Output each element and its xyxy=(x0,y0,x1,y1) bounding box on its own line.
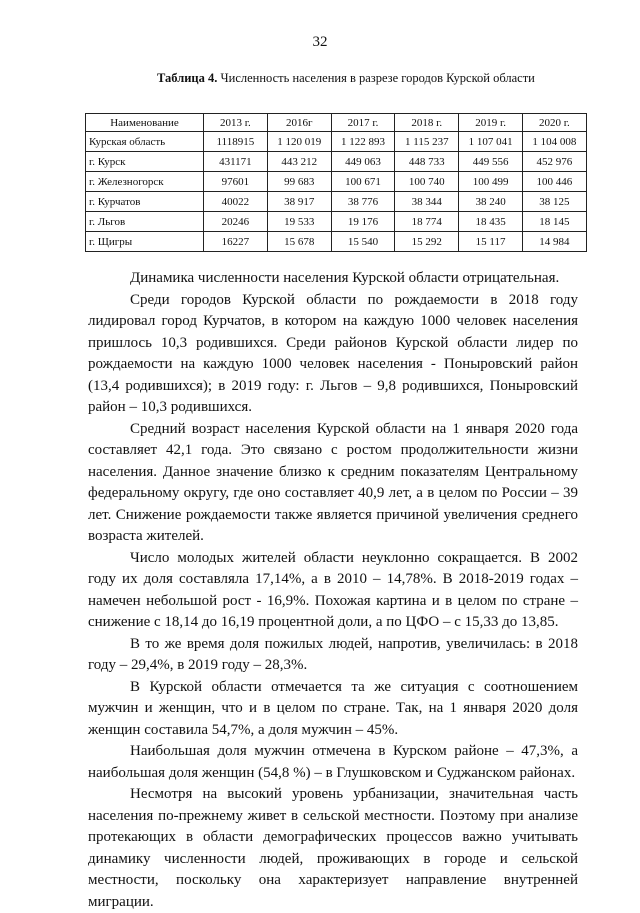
table-cell-value: 100 499 xyxy=(459,172,523,192)
table-cell-name: г. Курск xyxy=(86,152,204,172)
header-2017: 2017 г. xyxy=(331,114,395,132)
table-cell-value: 38 125 xyxy=(522,192,586,212)
paragraph: Динамика численности населения Курской области отрицательная. xyxy=(130,270,560,286)
table-cell-name: г. Железногорск xyxy=(86,172,204,192)
body-text xyxy=(88,268,578,913)
table-cell-value: 15 117 xyxy=(459,232,523,252)
page-number: 32 xyxy=(312,34,328,50)
table-cell-value: 99 683 xyxy=(267,172,331,192)
table-cell-value: 18 435 xyxy=(459,212,523,232)
table-cell-value: 97601 xyxy=(204,172,268,192)
table-cell-value: 38 917 xyxy=(267,192,331,212)
table-cell-value: 100 446 xyxy=(522,172,586,192)
header-2016: 2016г xyxy=(267,114,331,132)
table-cell-value: 40022 xyxy=(204,192,268,212)
table-cell-value: 1 120 019 xyxy=(267,132,331,152)
table-row xyxy=(86,152,587,172)
table-caption-text: Численность населения в разрезе городов Курской области xyxy=(220,71,535,85)
table-cell-value: 38 344 xyxy=(395,192,459,212)
header-name: Наименование xyxy=(86,114,204,132)
table-cell-value: 1 122 893 xyxy=(331,132,395,152)
table-cell-value: 1 107 041 xyxy=(459,132,523,152)
table-row xyxy=(86,212,587,232)
table-cell-value: 443 212 xyxy=(267,152,331,172)
table-cell-value: 15 540 xyxy=(331,232,395,252)
table-row xyxy=(86,192,587,212)
table-cell-value: 20246 xyxy=(204,212,268,232)
paragraph: В то же время доля пожилых людей, напротив, увеличилась: в 2018 году – 29,4%, в 2019 году – 28,3%. xyxy=(88,635,578,673)
table-caption xyxy=(157,71,535,86)
population-table xyxy=(85,113,587,252)
table-cell-value: 38 776 xyxy=(331,192,395,212)
table-cell-name: г. Курчатов xyxy=(86,192,204,212)
table-cell-value: 452 976 xyxy=(522,152,586,172)
header-2019: 2019 г. xyxy=(459,114,523,132)
paragraph: В Курской области отмечается та же ситуация с соотношением мужчин и женщин, что и в целом по стране. Так, на 1 января 2020 доля женщин составила 54,7%, а доля мужчин – 45%. xyxy=(88,678,578,738)
table-cell-value: 449 556 xyxy=(459,152,523,172)
table-cell-value: 15 292 xyxy=(395,232,459,252)
paragraph: Среди городов Курской области по рождаемости в 2018 году лидировал город Курчатов, в котором на каждую 1000 человек населения пришлось 10,3 родившихся. Среди районов Курской области лидер по рождаемости на каждую 1000 человек населения - Поныровский район (13,4 родившихся); в 2019 году: г. Льгов – 9,8 родившихся, Поныровский район – 10,3 родившихся. xyxy=(88,291,578,415)
table-cell-value: 1 104 008 xyxy=(522,132,586,152)
table-cell-value: 100 740 xyxy=(395,172,459,192)
table-cell-value: 14 984 xyxy=(522,232,586,252)
table-cell-name: г. Льгов xyxy=(86,212,204,232)
table-cell-value: 18 145 xyxy=(522,212,586,232)
table-cell-value: 19 533 xyxy=(267,212,331,232)
table-cell-value: 19 176 xyxy=(331,212,395,232)
table-cell-value: 448 733 xyxy=(395,152,459,172)
table-row xyxy=(86,132,587,152)
table-row xyxy=(86,172,587,192)
table-cell-value: 1118915 xyxy=(204,132,268,152)
table-cell-value: 1 115 237 xyxy=(395,132,459,152)
table-cell-value: 16227 xyxy=(204,232,268,252)
table-caption-label: Таблица 4. xyxy=(157,71,218,85)
paragraph: Наибольшая доля мужчин отмечена в Курском районе – 47,3%, а наибольшая доля женщин (54,8 %) – в Глушковском и Суджанском районах. xyxy=(88,743,578,781)
table-cell-value: 38 240 xyxy=(459,192,523,212)
header-2020: 2020 г. xyxy=(522,114,586,132)
paragraph: Число молодых жителей области неуклонно сокращается. В 2002 году их доля составляла 17,14%, а в 2010 – 14,78%. В 2018-2019 годах – намечен небольшой рост - 16,9%. Похожая картина и в целом по стране – снижение с 18,14 до 16,19 процентной доли, а по ЦФО – с 15,33 до 13,85. xyxy=(88,549,578,630)
header-2013: 2013 г. xyxy=(204,114,268,132)
table-cell-value: 18 774 xyxy=(395,212,459,232)
table-cell-value: 431171 xyxy=(204,152,268,172)
table-row xyxy=(86,232,587,252)
table-cell-value: 100 671 xyxy=(331,172,395,192)
header-2018: 2018 г. xyxy=(395,114,459,132)
table-cell-name: Курская область xyxy=(86,132,204,152)
paragraph: Средний возраст населения Курской области на 1 января 2020 года составляет 42,1 года. Это связано с ростом продолжительности жизни населения. Данное значение близко к средним показателям Центральному федеральному округу, где оно составляет 40,9 лет, а в целом по России – 39 лет. Снижение рождаемости также является причиной увеличения среднего возраста жителей. xyxy=(88,420,578,544)
table-cell-value: 15 678 xyxy=(267,232,331,252)
table-cell-name: г. Щигры xyxy=(86,232,204,252)
paragraph: Несмотря на высокий уровень урбанизации, значительная часть населения по-прежнему живет в сельской местности. Поэтому при анализе протекающих в области демографических процессов важно учитывать динамику численности людей, проживающих в городе и сельской местности, поскольку она характеризует направление внутренней миграции. xyxy=(88,786,578,910)
table-header-row xyxy=(86,114,587,132)
table-cell-value: 449 063 xyxy=(331,152,395,172)
